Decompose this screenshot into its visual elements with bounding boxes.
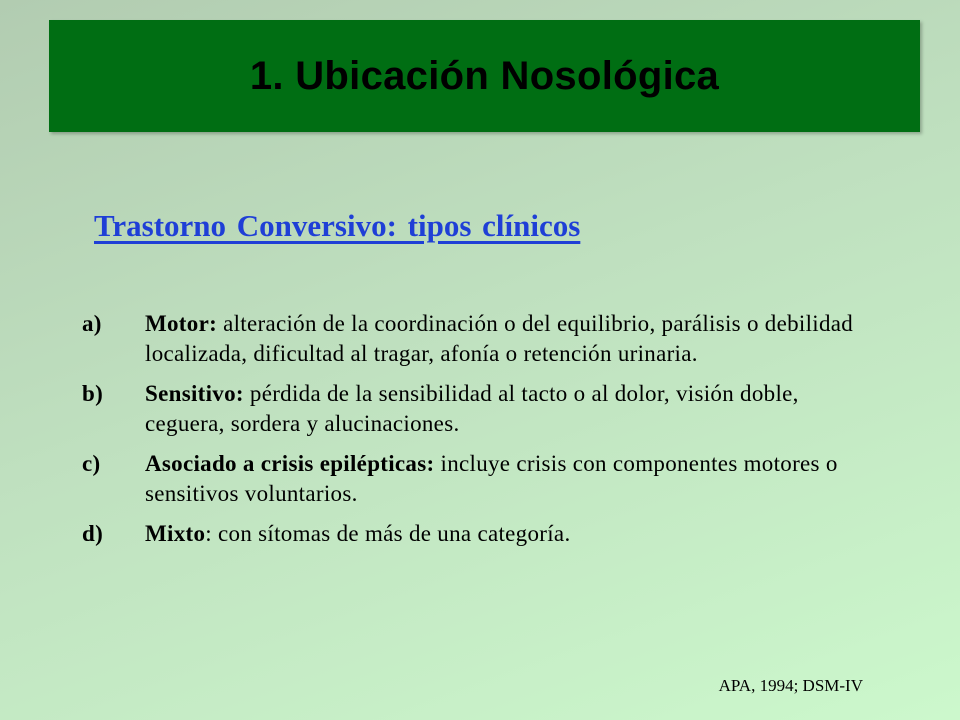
item-text: : con sítomas de más de una categoría. bbox=[205, 521, 571, 546]
title-banner bbox=[49, 20, 920, 132]
list-marker: d) bbox=[82, 521, 104, 546]
slide-subtitle: Trastorno Conversivo: tipos clínicos bbox=[94, 208, 581, 243]
clinical-types-list bbox=[82, 309, 902, 559]
item-term: Asociado a crisis epilépticas: bbox=[145, 451, 435, 476]
item-term: Motor: bbox=[145, 311, 218, 336]
item-text: incluye crisis con componentes motores o sensitivos voluntarios. bbox=[145, 451, 838, 506]
list-item bbox=[82, 449, 902, 509]
list-marker: b) bbox=[82, 381, 104, 406]
list-item bbox=[82, 519, 902, 549]
list-item-body bbox=[145, 449, 865, 509]
item-term: Mixto bbox=[145, 521, 206, 546]
slide-title: 1. Ubicación Nosológica bbox=[249, 53, 720, 98]
list-item bbox=[82, 379, 902, 439]
list-item bbox=[82, 309, 902, 369]
item-term: Sensitivo: bbox=[145, 381, 244, 406]
list-marker: c) bbox=[82, 451, 101, 476]
list-marker: a) bbox=[82, 311, 102, 336]
item-text: alteración de la coordinación o del equilibrio, parálisis o debilidad localizada, dificultad al tragar, afonía o retención urinaria. bbox=[145, 311, 854, 366]
item-text: pérdida de la sensibilidad al tacto o al dolor, visión doble, ceguera, sordera y alucinaciones. bbox=[145, 381, 799, 436]
list-item-body bbox=[145, 379, 865, 439]
list-item-body bbox=[145, 519, 865, 549]
list-item-body bbox=[145, 309, 865, 369]
citation: APA, 1994; DSM-IV bbox=[718, 676, 863, 695]
